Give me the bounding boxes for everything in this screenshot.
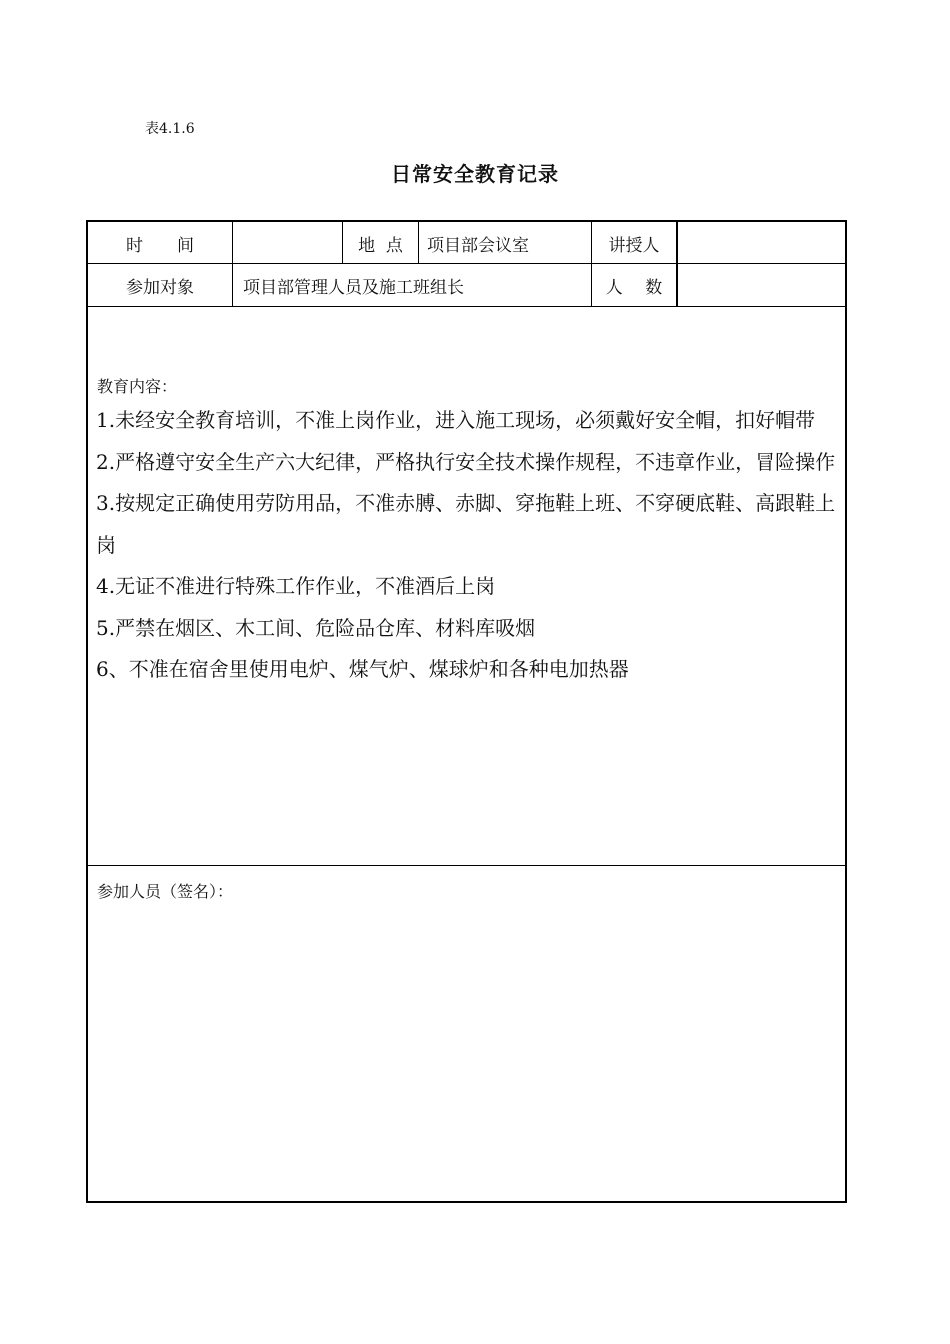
list-item: 5.严禁在烟区、木工间、危险品仓库、材料库吸烟 (96, 615, 536, 640)
list-item: 6、不准在宿舍里使用电炉、煤气炉、煤球炉和各种电加热器 (96, 657, 629, 681)
location-label: 地 点 (358, 235, 403, 256)
time-field[interactable] (233, 222, 342, 264)
signature-label: 参加人员（签名）： (97, 882, 234, 901)
row-divider (88, 865, 845, 866)
education-record-form (86, 220, 847, 1203)
lecturer-label: 讲授人 (608, 235, 660, 256)
participants-label: 参加对象 (126, 277, 194, 298)
table-number: 表4.1.6 (145, 121, 195, 137)
location-value: 项目部会议室 (427, 235, 529, 256)
content-list (96, 400, 841, 691)
lecturer-field[interactable] (678, 222, 847, 264)
list-item: 2.严格遵守安全生产六大纪律，严格执行安全技术操作规程，不违章作业，冒险操作 (96, 449, 836, 474)
list-item: 3.按规定正确使用劳防用品，不准赤膊、赤脚、穿拖鞋上班、不穿硬底鞋、高跟鞋上岗 (96, 491, 836, 557)
row-divider (88, 306, 845, 307)
content-label: 教育内容： (97, 377, 178, 396)
time-label: 时 间 (126, 235, 194, 256)
count-field[interactable] (678, 264, 847, 306)
list-item: 1.未经安全教育培训，不准上岗作业，进入施工现场，必须戴好安全帽，扣好帽带 (96, 408, 816, 432)
count-label: 人 数 (605, 277, 663, 298)
list-item: 4.无证不准进行特殊工作作业，不准酒后上岗 (96, 574, 496, 598)
page-title: 日常安全教育记录 (391, 162, 559, 186)
participants-value: 项目部管理人员及施工班组长 (243, 277, 464, 298)
